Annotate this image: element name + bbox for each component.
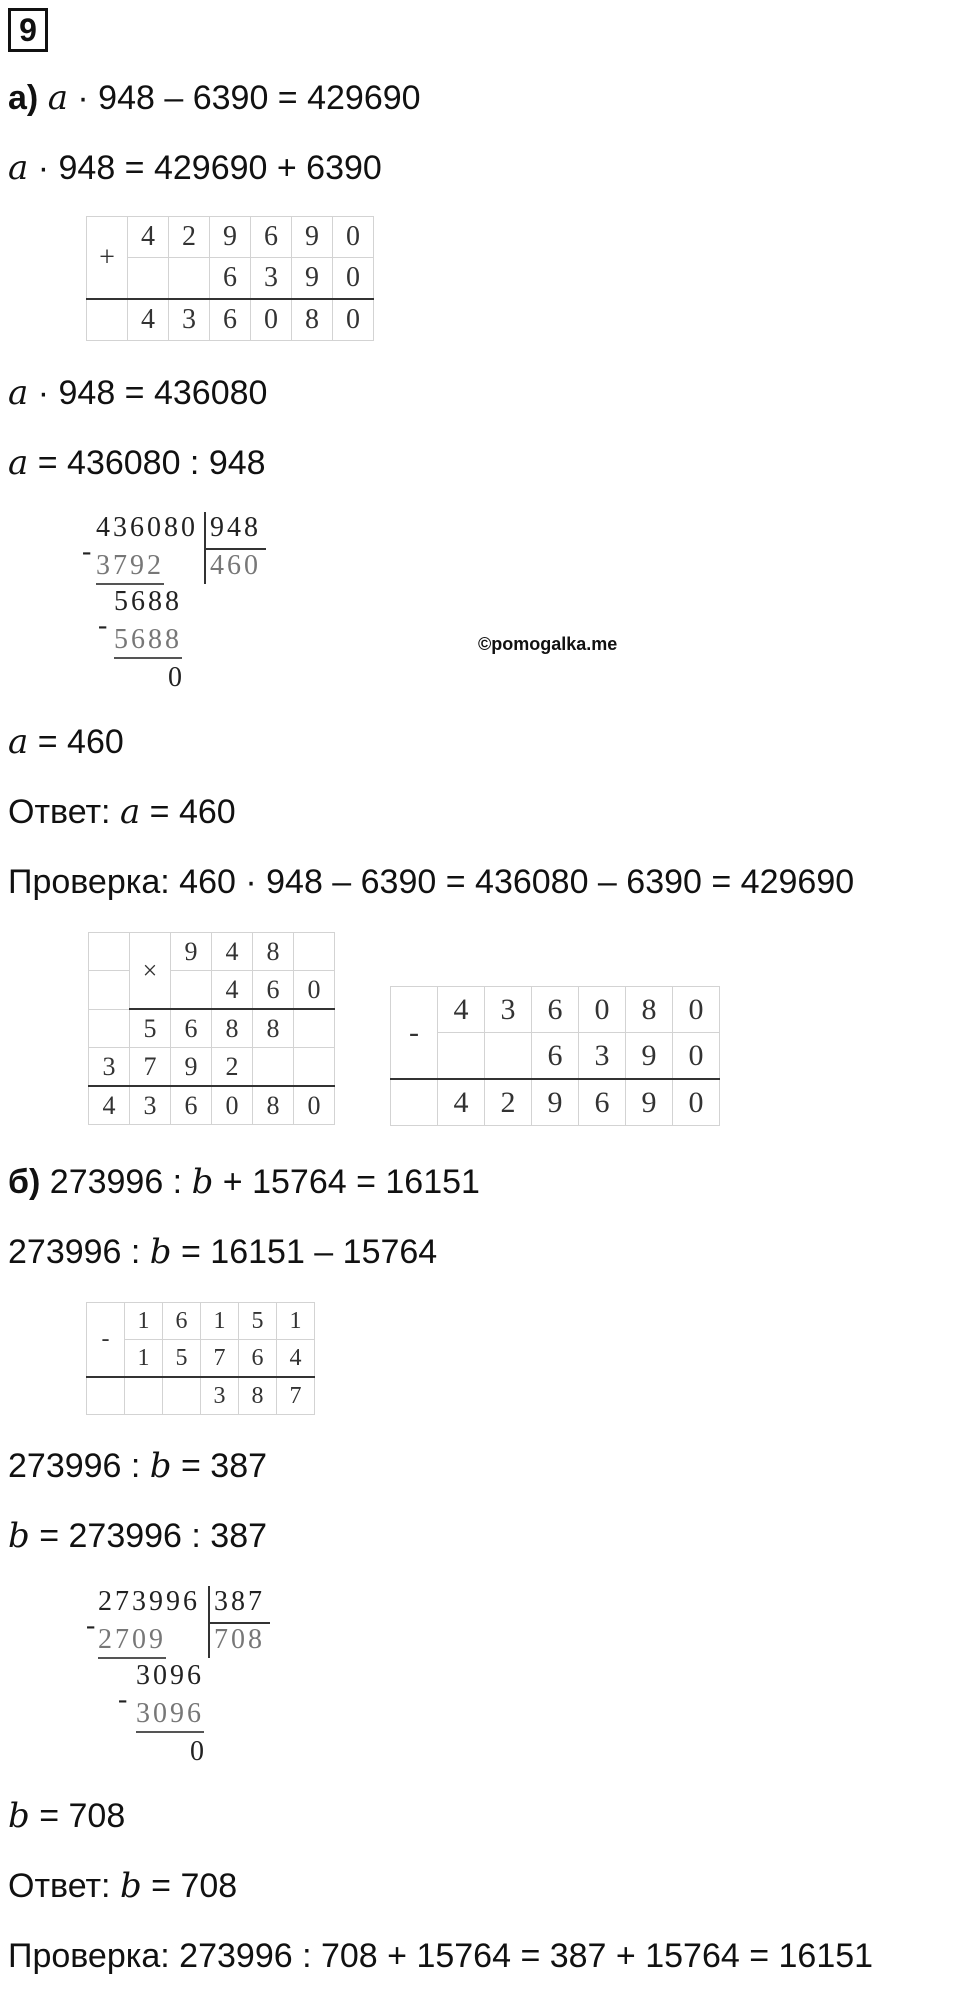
digit-cell: 1 bbox=[125, 1340, 163, 1378]
remainder-1: 3096 bbox=[136, 1660, 204, 1691]
answer-value: = 708 bbox=[141, 1867, 238, 1905]
dividend: 436080 bbox=[96, 512, 198, 543]
operator-plus: + bbox=[87, 217, 128, 300]
digit-cell: 9 bbox=[210, 217, 251, 258]
part-a-check: Проверка: 460 · 948 – 6390 = 436080 – 6390 = 429690 bbox=[8, 863, 855, 901]
quotient: 460 bbox=[210, 550, 261, 581]
digit-cell: 9 bbox=[171, 933, 212, 971]
variable-b: b bbox=[149, 1232, 172, 1272]
part-b-equation-1 bbox=[8, 1162, 480, 1202]
addition-column-table bbox=[86, 216, 374, 341]
watermark: ©pomogalka.me bbox=[478, 634, 618, 654]
digit-cell: 6 bbox=[239, 1340, 277, 1378]
final-remainder: 0 bbox=[168, 662, 185, 693]
digit-cell bbox=[294, 1048, 335, 1087]
variable-a: a bbox=[8, 373, 29, 413]
divisor: 387 bbox=[214, 1586, 265, 1617]
variable-b: b bbox=[119, 1866, 142, 1906]
digit-cell: 2 bbox=[212, 1048, 253, 1087]
digit-cell: 9 bbox=[626, 1033, 673, 1080]
empty-cell bbox=[87, 1377, 125, 1415]
equation-text: = 708 bbox=[29, 1797, 126, 1835]
digit-cell: 0 bbox=[579, 987, 626, 1033]
digit-cell bbox=[294, 1009, 335, 1048]
variable-a: a bbox=[8, 148, 29, 188]
minus-sign: - bbox=[86, 1610, 99, 1641]
result-digit: 0 bbox=[251, 299, 292, 341]
remainder-1: 5688 bbox=[114, 586, 182, 617]
digit-cell: 7 bbox=[201, 1340, 239, 1378]
digit-cell: 6 bbox=[532, 987, 579, 1033]
digit-cell: 6 bbox=[532, 1033, 579, 1080]
result-digit: 6 bbox=[171, 1086, 212, 1125]
digit-cell: 3 bbox=[251, 258, 292, 300]
operator-minus: - bbox=[87, 1303, 125, 1378]
equation-text: = 16151 – 15764 bbox=[171, 1233, 438, 1271]
digit-cell: 0 bbox=[333, 258, 374, 300]
answer-label: Ответ: bbox=[8, 793, 120, 831]
variable-a: a bbox=[119, 792, 141, 832]
task-number: 9 bbox=[8, 8, 48, 52]
digit-cell: 9 bbox=[292, 258, 333, 300]
subtrahend-1: 2709 bbox=[98, 1624, 166, 1659]
equation-text: 273996 : bbox=[8, 1447, 150, 1485]
equation-text: = 436080 : 948 bbox=[28, 444, 266, 482]
part-b-check: Проверка: 273996 : 708 + 15764 = 387 + 15764 = 16151 bbox=[8, 1937, 874, 1975]
result-digit: 8 bbox=[292, 299, 333, 341]
digit-cell: 4 bbox=[212, 933, 253, 971]
quotient: 708 bbox=[214, 1624, 265, 1655]
result-digit: 6 bbox=[210, 299, 251, 341]
digit-cell bbox=[89, 933, 130, 971]
result-digit: 4 bbox=[438, 1079, 485, 1126]
digit-cell bbox=[89, 1009, 130, 1048]
digit-cell: 8 bbox=[626, 987, 673, 1033]
digit-cell: 8 bbox=[253, 1009, 294, 1048]
final-remainder: 0 bbox=[190, 1736, 207, 1767]
result-digit: 0 bbox=[673, 1079, 720, 1126]
result-digit: 9 bbox=[532, 1079, 579, 1126]
equation-text: = 387 bbox=[171, 1447, 268, 1485]
result-digit: 0 bbox=[333, 299, 374, 341]
digit-cell: 9 bbox=[292, 217, 333, 258]
digit-cell bbox=[438, 1033, 485, 1080]
variable-b: b bbox=[8, 1796, 30, 1836]
part-b-label: б) bbox=[8, 1163, 41, 1201]
digit-cell bbox=[294, 933, 335, 971]
result-digit: 3 bbox=[169, 299, 210, 341]
variable-a: a bbox=[8, 722, 29, 762]
part-b-equation-4 bbox=[8, 1516, 267, 1556]
digit-cell: 7 bbox=[130, 1048, 171, 1087]
digit-cell: 1 bbox=[277, 1303, 315, 1340]
equation-text: 273996 : bbox=[49, 1163, 192, 1201]
digit-cell: 3 bbox=[579, 1033, 626, 1080]
divisor: 948 bbox=[210, 512, 261, 543]
part-b-answer bbox=[8, 1866, 237, 1906]
digit-cell: 4 bbox=[212, 971, 253, 1010]
digit-cell: 4 bbox=[128, 217, 169, 258]
subtraction-column-table-a bbox=[390, 986, 720, 1126]
variable-b: b bbox=[191, 1162, 214, 1202]
subtraction-column-table-b bbox=[86, 1302, 315, 1415]
equation-text: = 273996 : 387 bbox=[29, 1517, 268, 1555]
result-digit: 3 bbox=[130, 1086, 171, 1125]
multiplication-column-table bbox=[88, 932, 335, 1125]
digit-cell: 5 bbox=[239, 1303, 277, 1340]
part-a-equation-4 bbox=[8, 443, 266, 483]
digit-cell bbox=[89, 971, 130, 1010]
part-a-equation-2 bbox=[8, 148, 382, 188]
result-digit: 9 bbox=[626, 1079, 673, 1126]
variable-a: a bbox=[8, 443, 29, 483]
digit-cell: 8 bbox=[212, 1009, 253, 1048]
answer-label: Ответ: bbox=[8, 1867, 120, 1905]
digit-cell: 0 bbox=[294, 971, 335, 1010]
digit-cell: 4 bbox=[277, 1340, 315, 1378]
digit-cell: 6 bbox=[171, 1009, 212, 1048]
result-digit: 8 bbox=[239, 1377, 277, 1415]
equation-text: 273996 : bbox=[8, 1233, 150, 1271]
digit-cell: 5 bbox=[163, 1340, 201, 1378]
subtrahend-1: 3792 bbox=[96, 550, 164, 585]
digit-cell: 4 bbox=[438, 987, 485, 1033]
subtrahend-2: 3096 bbox=[136, 1698, 204, 1733]
result-digit: 0 bbox=[294, 1086, 335, 1125]
part-a-label: а) bbox=[8, 79, 39, 117]
result-digit: 7 bbox=[277, 1377, 315, 1415]
digit-cell bbox=[171, 971, 212, 1010]
part-b-equation-5 bbox=[8, 1796, 125, 1836]
digit-cell: 6 bbox=[253, 971, 294, 1010]
equation-text: + 15764 = 16151 bbox=[213, 1163, 480, 1201]
dividend: 273996 bbox=[98, 1586, 200, 1617]
result-digit: 2 bbox=[485, 1079, 532, 1126]
equation-text: · 948 = 436080 bbox=[28, 374, 268, 412]
minus-sign: - bbox=[118, 1684, 131, 1715]
part-a-equation-5 bbox=[8, 722, 124, 762]
digit-cell: 1 bbox=[201, 1303, 239, 1340]
result-digit: 4 bbox=[89, 1086, 130, 1125]
result-digit bbox=[125, 1377, 163, 1415]
equation-text: · 948 = 429690 + 6390 bbox=[28, 149, 382, 187]
empty-cell bbox=[391, 1079, 438, 1126]
equation-text: · 948 – 6390 = 429690 bbox=[67, 79, 421, 117]
digit-cell: 6 bbox=[210, 258, 251, 300]
answer-value: = 460 bbox=[140, 793, 236, 831]
minus-sign: - bbox=[82, 536, 95, 567]
digit-cell: 3 bbox=[485, 987, 532, 1033]
variable-b: b bbox=[8, 1516, 30, 1556]
part-b-equation-2 bbox=[8, 1232, 437, 1272]
result-digit: 8 bbox=[253, 1086, 294, 1125]
digit-cell bbox=[128, 258, 169, 300]
digit-cell bbox=[485, 1033, 532, 1080]
minus-sign: - bbox=[98, 610, 111, 641]
digit-cell bbox=[253, 1048, 294, 1087]
equation-text: = 460 bbox=[28, 723, 124, 761]
variable-b: b bbox=[149, 1446, 172, 1486]
operator-minus: - bbox=[391, 987, 438, 1080]
digit-cell: 6 bbox=[251, 217, 292, 258]
result-digit bbox=[163, 1377, 201, 1415]
part-a-answer bbox=[8, 792, 236, 832]
digit-cell: 5 bbox=[130, 1009, 171, 1048]
result-digit: 0 bbox=[212, 1086, 253, 1125]
digit-cell: 1 bbox=[125, 1303, 163, 1340]
digit-cell: 8 bbox=[253, 933, 294, 971]
digit-cell bbox=[169, 258, 210, 300]
empty-cell bbox=[87, 299, 128, 341]
result-digit: 3 bbox=[201, 1377, 239, 1415]
part-a-equation-1 bbox=[8, 78, 421, 118]
result-digit: 4 bbox=[128, 299, 169, 341]
part-a-equation-3 bbox=[8, 373, 267, 413]
digit-cell: 0 bbox=[673, 1033, 720, 1080]
variable-a: a bbox=[47, 78, 68, 118]
digit-cell: 6 bbox=[163, 1303, 201, 1340]
digit-cell: 0 bbox=[673, 987, 720, 1033]
digit-cell: 3 bbox=[89, 1048, 130, 1087]
result-digit: 6 bbox=[579, 1079, 626, 1126]
digit-cell: 0 bbox=[333, 217, 374, 258]
part-b-equation-3 bbox=[8, 1446, 267, 1486]
subtrahend-2: 5688 bbox=[114, 624, 182, 659]
operator-times: × bbox=[130, 933, 171, 1010]
digit-cell: 2 bbox=[169, 217, 210, 258]
digit-cell: 9 bbox=[171, 1048, 212, 1087]
